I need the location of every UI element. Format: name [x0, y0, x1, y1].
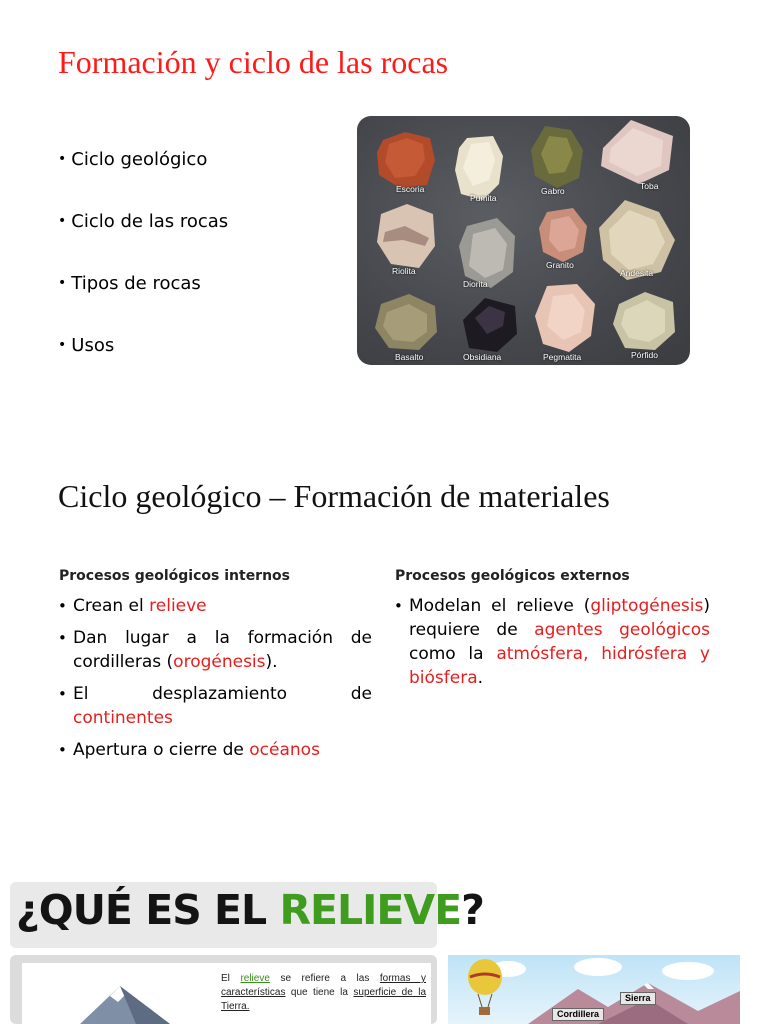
bullet-text: ). — [265, 652, 278, 672]
def-underlined: superficie de la Tierra. — [221, 987, 427, 1012]
bullet-text: Ciclo de las rocas — [71, 211, 229, 232]
external-processes-list — [394, 594, 710, 698]
slide1-bullet-list — [58, 146, 348, 394]
bullet-text: Ciclo geológico — [71, 149, 208, 170]
bullet-item — [58, 594, 372, 618]
rock-label: Escoria — [396, 184, 425, 194]
external-processes-heading: Procesos geológicos externos — [395, 568, 630, 584]
def-text: El — [221, 973, 241, 984]
bullet-item — [58, 270, 348, 332]
banner-text: ? — [461, 886, 484, 934]
rock-label: Diorita — [463, 279, 488, 289]
banner-highlight: RELIEVE — [279, 886, 462, 934]
bullet-item — [58, 738, 372, 762]
sierra-label: Sierra — [620, 992, 656, 1005]
rock-label: Pórfido — [631, 350, 658, 360]
toba-rock — [597, 118, 677, 186]
slide2-title: Ciclo geológico – Formación de materiales — [58, 478, 610, 514]
porfido-rock — [611, 290, 677, 352]
banner-text: ¿QUÉ ES EL — [16, 886, 280, 934]
def-text: se refiere a las — [269, 973, 380, 984]
highlight-text: gliptogénesis — [590, 596, 704, 616]
bullet-dot: • — [58, 275, 67, 291]
bullet-text: Apertura o cierre de — [73, 740, 250, 760]
bullet-text: Crean el — [73, 596, 150, 616]
highlight-text: agentes geológicos — [534, 620, 710, 640]
cordillera-label: Cordillera — [552, 1008, 604, 1021]
bullet-text: como la — [409, 644, 497, 664]
bullet-item — [58, 626, 372, 674]
gabro-rock — [529, 124, 585, 190]
bullet-text: . — [477, 668, 484, 688]
basalto-rock — [373, 292, 439, 352]
slide1-title: Formación y ciclo de las rocas — [58, 44, 449, 80]
rock-label: Pumita — [470, 193, 497, 203]
bullet-item — [58, 146, 348, 208]
bullet-text: • El — [73, 684, 89, 704]
granito-rock — [537, 206, 589, 264]
rock-label: Basalto — [395, 352, 424, 362]
highlight-text: relieve — [149, 596, 207, 616]
highlight-text: orogénesis — [173, 652, 266, 672]
rock-label: Granito — [546, 260, 574, 270]
rock-label: Andesita — [620, 268, 654, 278]
bullet-item — [394, 594, 710, 690]
obsidiana-rock — [457, 296, 519, 354]
bullet-dot: • — [58, 151, 67, 167]
rock-samples-photo — [357, 116, 690, 365]
mountain-illustration — [80, 984, 170, 1024]
landscape-illustration — [448, 955, 740, 1024]
rock-label: Obsidiana — [463, 352, 502, 362]
riolita-rock — [375, 202, 437, 272]
highlight-text: atmósfera, hidrósfera y biósfera — [409, 644, 710, 688]
relieve-definition — [221, 972, 426, 1014]
highlight-text: continentes — [73, 708, 173, 728]
highlight-text: océanos — [249, 740, 320, 760]
escoria-rock — [375, 130, 437, 190]
rock-label: Gabro — [541, 186, 565, 196]
bullet-text: desplazamiento — [152, 684, 288, 704]
pumita-rock — [453, 134, 505, 202]
relieve-banner-title — [16, 886, 484, 934]
bullet-text: Tipos de rocas — [71, 273, 201, 294]
bullet-item — [58, 332, 348, 394]
bullet-item — [58, 682, 372, 730]
bullet-text: Dan lugar a la formación de cordilleras ( — [73, 628, 372, 672]
rock-label: Toba — [640, 181, 659, 191]
internal-processes-heading: Procesos geológicos internos — [59, 568, 291, 584]
rock-label: Riolita — [392, 266, 416, 276]
bullet-text: de — [350, 684, 372, 704]
rock-label: Pegmatita — [543, 352, 582, 362]
bullet-text: Usos — [71, 335, 115, 356]
bullet-dot: • — [58, 213, 67, 229]
def-text: que tiene la — [285, 987, 354, 998]
internal-processes-list — [58, 594, 372, 770]
def-highlight: relieve — [240, 973, 270, 984]
justified-line — [73, 682, 372, 706]
bullet-text: Modelan el relieve ( — [409, 596, 591, 616]
def-underlined: formas y características — [221, 973, 426, 998]
bullet-dot: • — [58, 337, 67, 353]
pegmatita-rock — [533, 282, 597, 354]
bullet-item — [58, 208, 348, 270]
bullet-text: ) requiere de — [409, 596, 710, 640]
